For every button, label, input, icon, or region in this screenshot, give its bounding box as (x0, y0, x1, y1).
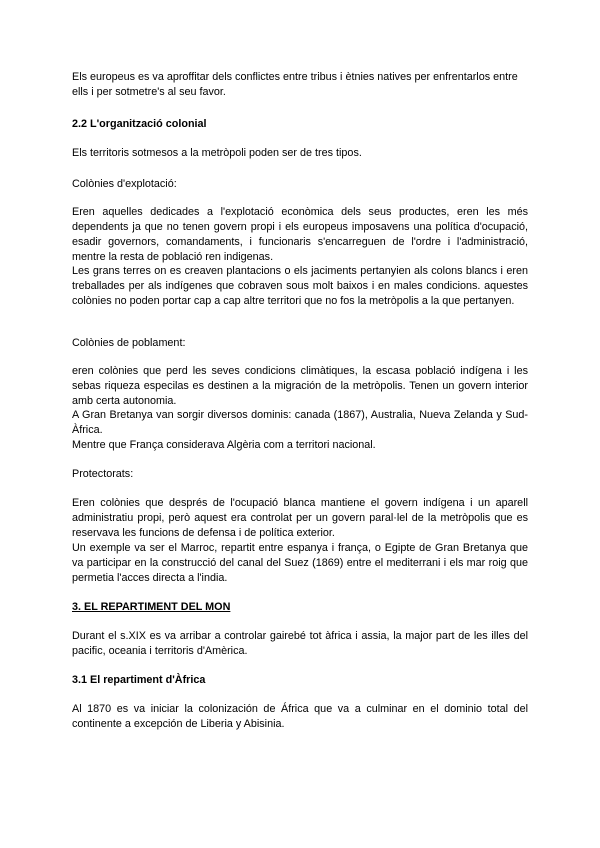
protectorats-label: Protectorats: (72, 468, 134, 480)
poblament-label: Colònies de poblament: (72, 337, 186, 349)
section-2-2-lead: Els territoris sotmesos a la metròpoli poden ser de tres tipos. (72, 147, 362, 159)
protectorats-paragraph-1: Eren colònies que després de l'ocupació blanca mantiene el govern indígena i un aparell administratiu propi, però aquest era controlat per un govern paral·lel de la metròpolis que es reservava les funcions de defensa i de política exterior. (72, 497, 528, 539)
protectorats-paragraph-2: Un exemple va ser el Marroc, repartit entre espanya i frança, o Egipte de Gran Bretanya que va participar en la construcció del canal del Suez (1869) entre el mediterrani i els mar roig que permetia l'acces directa a l'india. (72, 542, 528, 584)
explotacio-label: Colònies d'explotació: (72, 178, 177, 190)
explotacio-paragraph-1: Eren aquelles dedicades a l'explotació econòmica dels seus productes, eren les més dependents ja que no tenen govern propi i els europeus imposavens una política d'ocupació, esadir governors, comandaments, i funcionaris s'encarreguen de l'ordre i l'administració, mentre la resta de població ren indigenas. (72, 206, 528, 263)
poblament-paragraph-3: Mentre que França considerava Algèria com a territori nacional. (72, 439, 376, 451)
poblament-paragraph-1: eren colònies que perd les seves condicions climàtiques, la escasa població indígena i les sebas riqueza especilas es destinen a la migración de la metròpolis. Tenen un govern interior amb certa autonomia. (72, 365, 528, 407)
section-3-paragraph: Durant el s.XIX es va arribar a controlar gairebé tot àfrica i assia, la major part de les illes del pacific, oceania i territoris d'Amèrica. (72, 630, 528, 657)
explotacio-paragraph-2: Les grans terres on es creaven plantacions o els jaciments pertanyien als colons blancs i eren treballades per als indígenes que cobraven sous molt baixos i en males condicions. aquestes colònies no poden portar cap a cap altre territori que no fos la metròpolis a la que pertanyen. (72, 265, 528, 307)
section-2-2-heading: 2.2 L'organització colonial (72, 118, 207, 130)
section-3-heading: 3. EL REPARTIMENT DEL MON (72, 601, 231, 613)
section-3-1-paragraph: Al 1870 es va iniciar la colonización de África que va a culminar en el dominio total del continente a excepción de Liberia y Abisinia. (72, 703, 528, 730)
section-3-1-heading: 3.1 El repartiment d'Àfrica (72, 674, 206, 686)
intro-paragraph: Els europeus es va aproffitar dels conflictes entre tribus i ètnies natives per enfrentarlos entre ells i per sotmetre's al seu favor. (72, 71, 518, 98)
poblament-paragraph-2: A Gran Bretanya van sorgir diversos dominis: canada (1867), Australia, Nueva Zelanda y Sud-Àfrica. (72, 409, 528, 436)
